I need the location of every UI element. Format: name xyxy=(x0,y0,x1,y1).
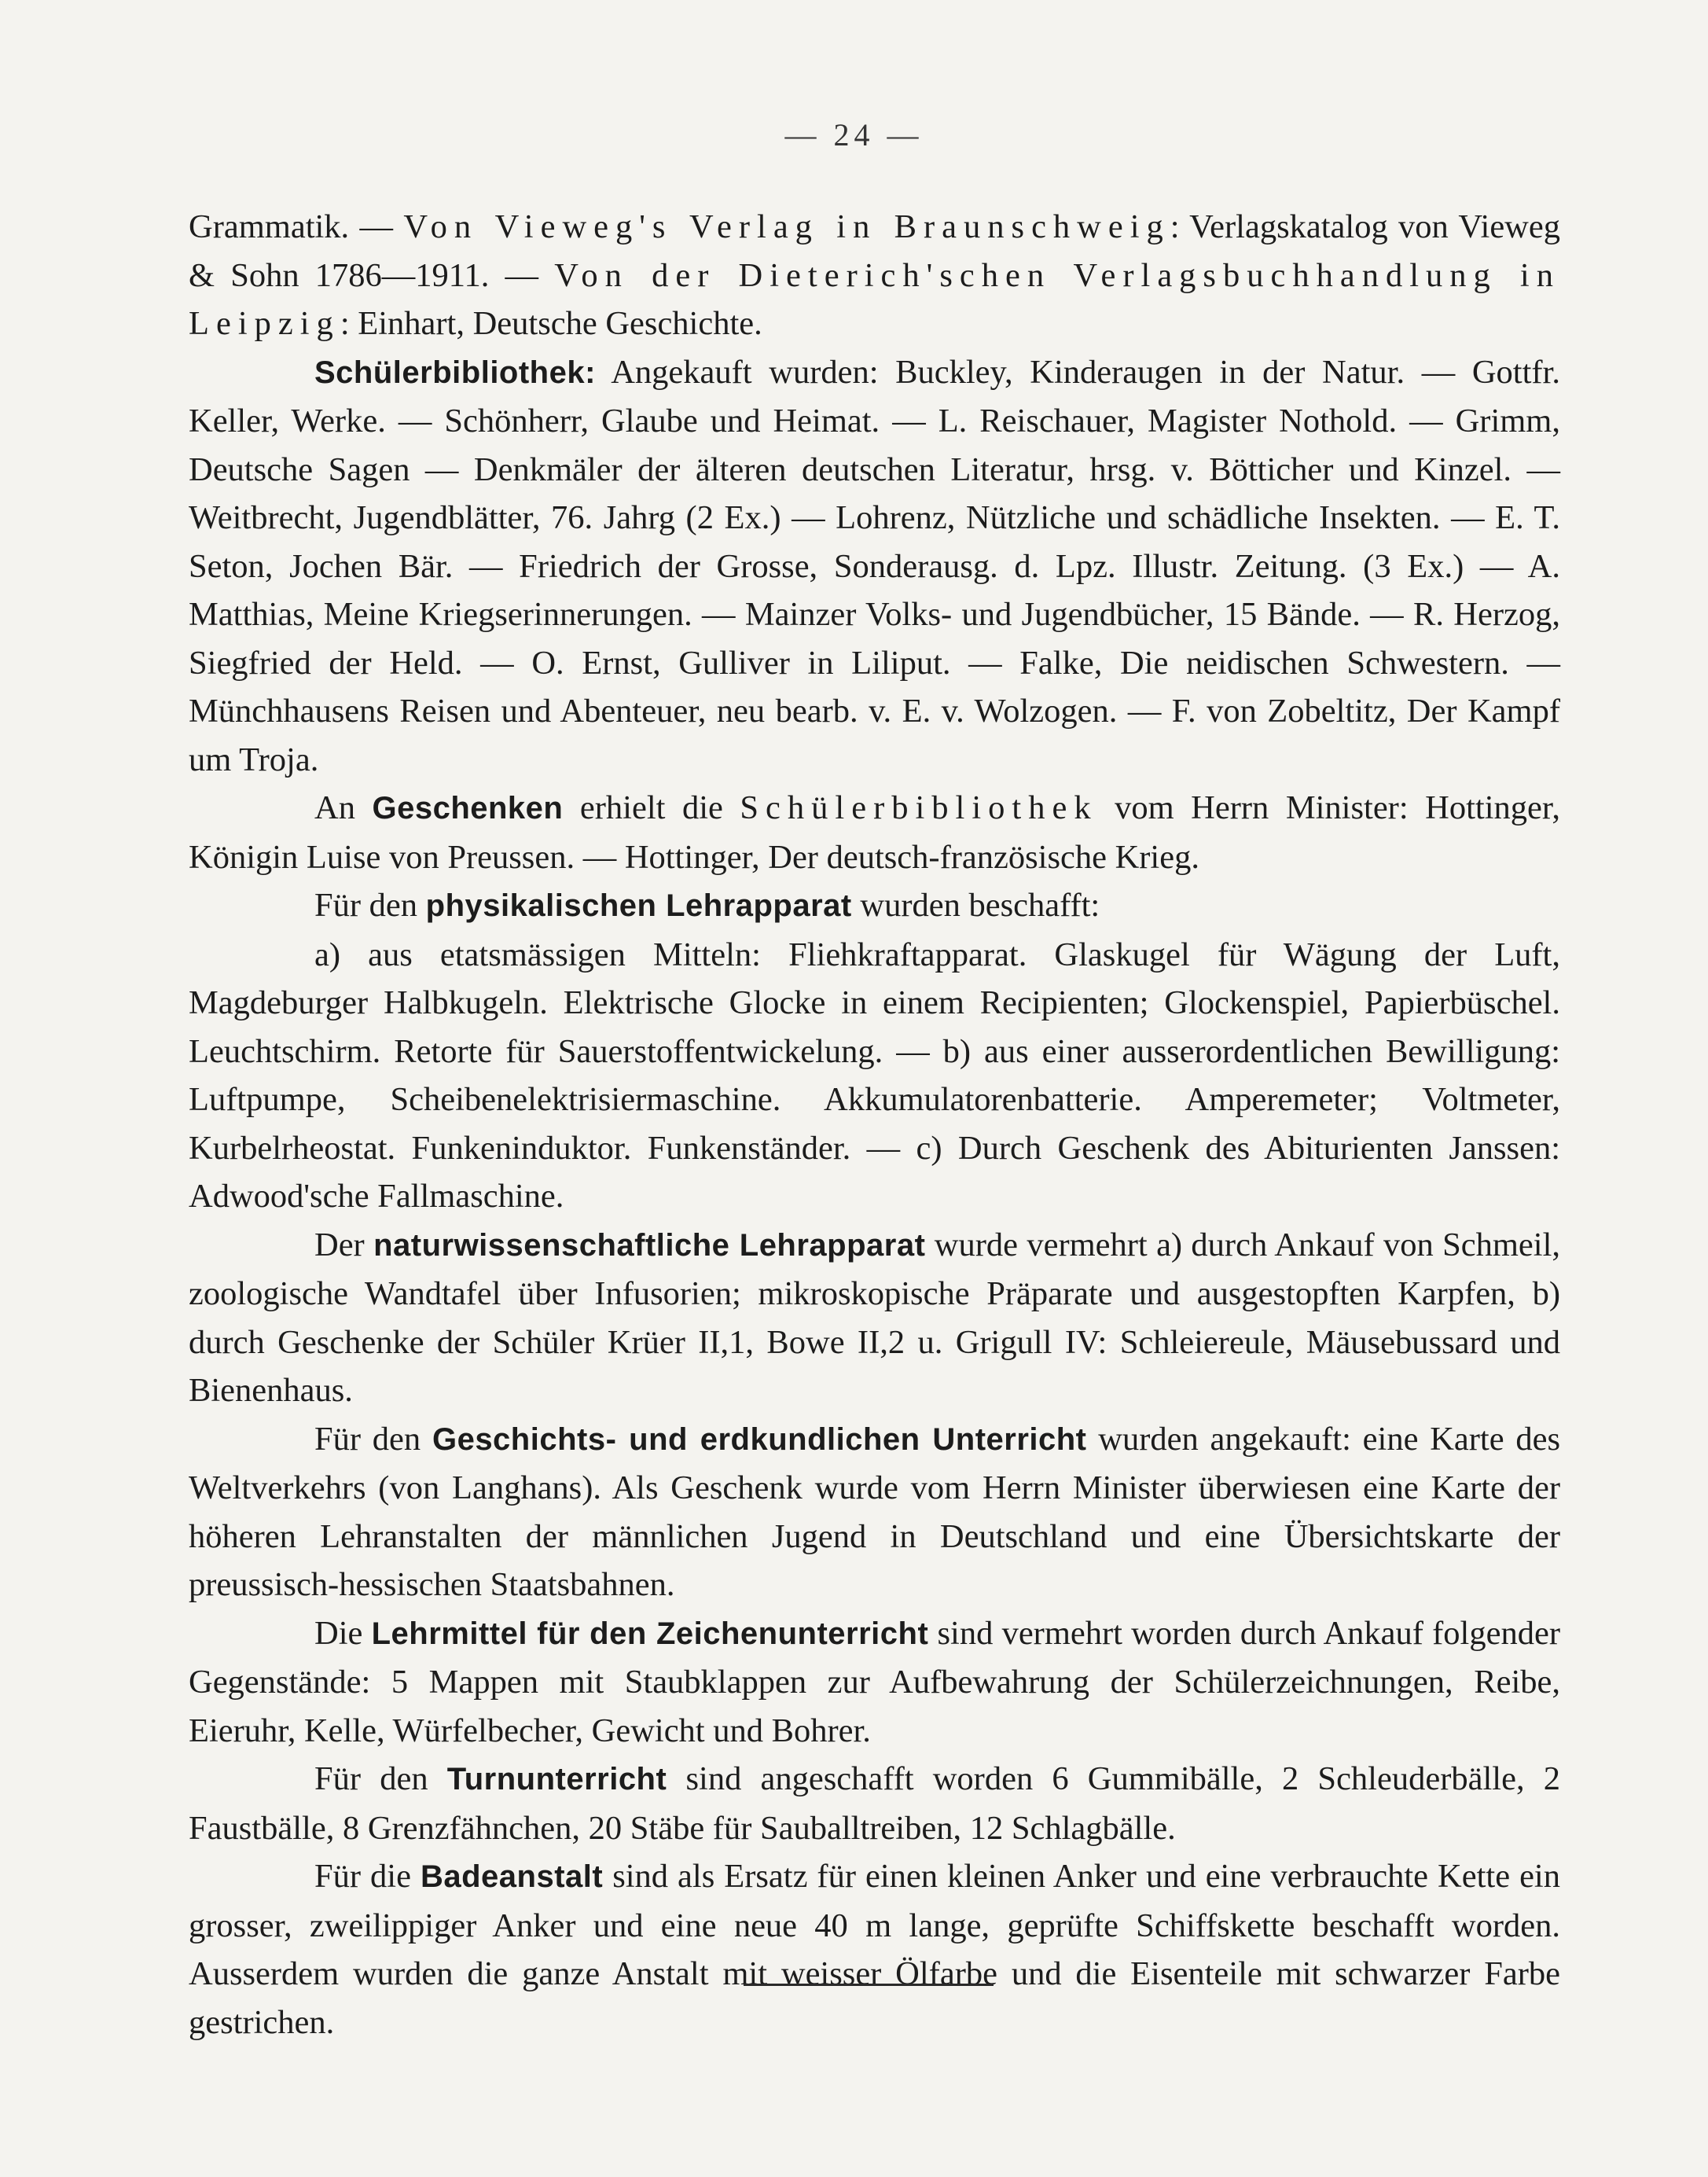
text-run: Für die xyxy=(314,1858,421,1895)
paragraph-naturwissenschaft xyxy=(189,1221,1560,1415)
text-run: Für den xyxy=(314,1760,447,1797)
text-run: Die xyxy=(314,1614,372,1652)
heading-geschenken: Geschenken xyxy=(372,791,564,826)
text-run: a) aus etatsmässigen Mitteln: Fliehkraftapparat. Glaskugel für Wägung der Luft, Magdeburger Halbkugeln. Elektrische Glocke in einem Recipienten; Glockenspiel, Papierbüschel. Leuchtschirm. Retorte für Sauerstoffentwickelung. — b) aus einer ausserordentlichen Bewilligung: Luftpumpe, Scheibenelektrisiermaschine. Akkumulatorenbatterie. Amperemeter; Voltmeter, Kurbelrheostat. Funkeninduktor. Funkenständer. — c) Durch Geschenk des Abiturienten Janssen: Adwood'sche Fallmaschine. xyxy=(189,936,1560,1215)
heading-naturwissenschaftlicher-lehrapparat: naturwissenschaftliche Lehrapparat xyxy=(373,1227,926,1263)
paragraph-publisher-gifts xyxy=(189,203,1560,348)
text-run: An xyxy=(314,789,373,826)
paragraph-schuelerbibliothek xyxy=(189,348,1560,785)
heading-schuelerbibliothek: Schülerbibliothek: xyxy=(314,355,596,390)
paragraph-physik-list xyxy=(189,931,1560,1221)
paragraph-turnunterricht xyxy=(189,1755,1560,1852)
paragraph-badeanstalt xyxy=(189,1852,1560,2046)
paragraph-geschichte xyxy=(189,1415,1560,1609)
heading-badeanstalt: Badeanstalt xyxy=(420,1859,604,1894)
text-run: sind angeschafft worden 6 Gummibälle, 2 Schleuderbälle, 2 Faustbälle, 8 Grenzfähnchen, 20 Stäbe für Sauballtreiben, 12 Schlagbälle. xyxy=(189,1760,1560,1847)
page-number: — 24 — xyxy=(784,117,924,153)
heading-physikalischer-lehrapparat: physikalischen Lehrapparat xyxy=(425,888,852,923)
text-run: vom Herrn Minister: Hottinger, Königin Luise von Preussen. — Hottinger, Der deutsch-französische Krieg. xyxy=(189,789,1560,876)
body-text xyxy=(189,203,1560,2046)
text-run: Für den xyxy=(314,887,426,924)
text-run: Angekauft wurden: Buckley, Kinderaugen in der Natur. — Gottfr. Keller, Werke. — Schönherr, Glaube und Heimat. — L. Reischauer, Magister Nothold. — Grimm, Deutsche Sagen — Denkmäler der älteren deutschen Literatur, hrsg. v. Bötticher und Kinzel. — Weitbrecht, Jugendblätter, 76. Jahrg (2 Ex.) — Lohrenz, Nützliche und schädliche Insekten. — E. T. Seton, Jochen Bär. — Friedrich der Grosse, Sonderausg. d. Lpz. Illustr. Zeitung. (3 Ex.) — A. Matthias, Meine Kriegserinnerungen. — Mainzer Volks- und Jugendbücher, 15 Bände. — R. Herzog, Siegfried der Held. — O. Ernst, Gulliver in Liliput. — Falke, Die neidischen Schwestern. — Münchhausens Reisen und Abenteuer, neu bearb. v. E. v. Wolzogen. — F. von Zobeltitz, Der Kampf um Troja. xyxy=(189,353,1560,778)
text-run: : Verlagskatalog von Vieweg & Sohn 1786—1911. — xyxy=(189,208,1560,294)
publisher-vieweg: Von Vieweg's Verlag in Braunschweig xyxy=(403,208,1170,245)
text-run: erhielt die xyxy=(563,789,740,826)
paragraph-zeichenunterricht xyxy=(189,1609,1560,1756)
text-run: wurde vermehrt a) durch Ankauf von Schmeil, zoologische Wandtafel über Infusorien; mikroskopische Präparate und ausgestopften Karpfen, b) durch Geschenke der Schüler Krüer II,1, Bowe II,2 u. Grigull IV: Schleiereule, Mäusebussard und Bienenhaus. xyxy=(189,1226,1560,1409)
paragraph-geschenke xyxy=(189,784,1560,881)
paragraph-physik-intro xyxy=(189,881,1560,931)
closing-rule xyxy=(744,1984,994,1986)
text-run: wurden beschafft: xyxy=(851,887,1100,924)
heading-geschichts-unterricht: Geschichts- und erdkundlichen Unterricht xyxy=(432,1421,1087,1457)
publisher-dieterich: Von der Dieterich'schen Verlagsbuchhandlung in Leipzig xyxy=(189,256,1560,342)
text-run: : Einhart, Deutsche Geschichte. xyxy=(340,305,762,342)
text-run: wurden angekauft: eine Karte des Weltverkehrs (von Langhans). Als Geschenk wurde vom Herrn Minister überwiesen eine Karte der höheren Lehranstalten der männlichen Jugend in Deutschland und eine Übersichtskarte der preussisch-hessischen Staatsbahnen. xyxy=(189,1420,1561,1603)
heading-turnunterricht: Turnunterricht xyxy=(446,1762,667,1796)
text-run: Grammatik. — xyxy=(189,208,404,245)
text-run: Für den xyxy=(314,1420,432,1458)
text-run: sind als Ersatz für einen kleinen Anker und eine verbrauchte Kette ein grosser, zweilippiger Anker und eine neue 40 m lange, geprüfte Schiffskette beschafft worden. Ausserdem wurden die ganze Anstalt mit weisser Ölfarbe und die Eisenteile mit schwarzer Farbe gestrichen. xyxy=(189,1858,1560,2041)
spaced-schuelerbibliothek: Schülerbibliothek xyxy=(740,789,1098,826)
text-run: Der xyxy=(314,1226,374,1263)
heading-zeichenunterricht: Lehrmittel für den Zeichenunterricht xyxy=(371,1616,929,1651)
text-run: sind vermehrt worden durch Ankauf folgender Gegenstände: 5 Mappen mit Staubklappen zur Aufbewahrung der Schülerzeichnungen, Reibe, Eieruhr, Kelle, Würfelbecher, Gewicht und Bohrer. xyxy=(189,1614,1560,1749)
